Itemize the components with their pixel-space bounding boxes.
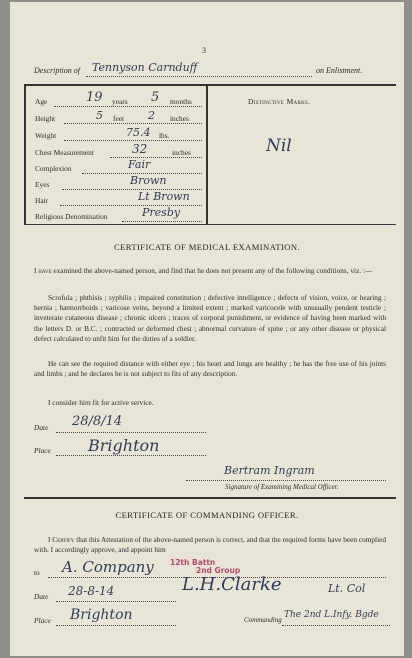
commanding-date-value: 28-8-14 <box>68 584 115 598</box>
commanding-rank: Lt. Col <box>328 582 366 595</box>
hair-line <box>60 205 202 206</box>
commanding-value-line <box>282 625 390 626</box>
attestation-page <box>10 2 404 656</box>
medical-intro <box>34 266 386 276</box>
medical-date-label: Date <box>34 423 49 432</box>
chest-label: Chest Measurement <box>35 148 94 157</box>
commanding-signature: L.H.Clarke <box>182 574 282 595</box>
commanding-label: Commanding <box>244 616 282 624</box>
months-label: months <box>170 97 192 106</box>
commanding-to-value: A. Company <box>62 558 154 576</box>
medical-title: CERTIFICATE OF MEDICAL EXAMINATION. <box>114 242 300 252</box>
religion-line <box>122 221 202 222</box>
complexion-label: Complexion <box>35 164 72 173</box>
weight-line <box>64 140 202 141</box>
commanding-date-label: Date <box>34 592 49 601</box>
marks-label: Distinctive Marks. <box>248 97 311 106</box>
commanding-certify-lead: I Certify <box>48 535 75 544</box>
eyes-label: Eyes <box>35 180 50 189</box>
header-label-left: Description of <box>34 66 80 75</box>
medical-place-line <box>56 455 206 456</box>
desc-box-top <box>24 84 396 86</box>
religion-label: Religious Denomination <box>35 212 108 221</box>
header-label-right: on Enlistment. <box>316 66 363 75</box>
commanding-certify-rest: that this Attestation of the above-named person is correct, and that the required forms have been complied with. I accordingly approve, and appoint him <box>34 535 387 555</box>
chest-line <box>110 157 202 158</box>
page-number: 3 <box>202 46 206 55</box>
unit-stamp <box>170 559 240 575</box>
medical-signature-line <box>186 480 386 481</box>
age-years: 19 <box>86 90 103 105</box>
complexion-value: Fair <box>128 158 151 171</box>
lbs-label: lbs. <box>159 131 170 140</box>
height-feet: 5 <box>96 109 103 122</box>
weight-value: 75.4 <box>126 126 151 139</box>
height-label: Height <box>35 114 56 123</box>
feet-label: feet <box>113 114 125 123</box>
medical-signature-caption: Signature of Examining Medical Officer. <box>225 483 339 491</box>
desc-box-left <box>24 84 26 224</box>
commanding-place-value: Brighton <box>70 607 133 623</box>
commanding-place-line <box>56 625 176 626</box>
medical-date-value: 28/8/14 <box>72 414 123 429</box>
eyes-value: Brown <box>130 174 167 187</box>
section-divider <box>24 497 396 499</box>
medical-fit-text: I consider him fit for active service. <box>48 398 154 407</box>
medical-intro-lead: I have <box>34 266 52 275</box>
commanding-to-label: to <box>34 568 40 577</box>
stamp-line-1: 12th Battn <box>170 558 216 567</box>
medical-place-label: Place <box>34 446 51 455</box>
commanding-value: The 2nd L.Infy. Bgde <box>284 610 379 620</box>
header-name-line <box>86 76 312 77</box>
medical-date-line <box>56 432 206 433</box>
medical-conditions: Scrofula ; phthisis ; syphilis ; impaired constitution ; defective intelligence ; defects of vision, voice, or hearing ; hernia ; hæmorrhoids ; varicose veins, beyond a limited extent ; marked varicocele with unusually pendent testicle ; inveterate cutaneous disease ; chronic ulcers ; traces of corporal punishment, or evidence of having been marked with the letters D. or B.C. ; contracted or deformed chest ; abnormal curvature of spine ; or any other disease or physical defect calculated to unfit him for the duties of a soldier. <box>34 293 386 343</box>
height-line <box>64 123 202 124</box>
commanding-date-line <box>56 601 176 602</box>
hair-label: Hair <box>35 196 49 205</box>
header-name: Tennyson Carnduff <box>92 61 198 74</box>
desc-box-divider <box>206 84 208 224</box>
weight-label: Weight <box>35 131 57 140</box>
religion-value: Presby <box>142 206 181 219</box>
commanding-certify <box>34 535 386 555</box>
chest-unit: inches <box>172 148 191 157</box>
age-label: Age <box>35 97 48 106</box>
age-line <box>54 106 202 107</box>
years-label: years <box>112 97 128 106</box>
marks-value: Nil <box>266 136 292 156</box>
height-inches: 2 <box>148 109 155 122</box>
inches-label: inches <box>170 114 189 123</box>
medical-intro-rest: examined the above-named person, and find that he does not present any of the following conditions, viz. :— <box>53 266 373 275</box>
desc-box-bottom <box>24 224 396 225</box>
commanding-place-label: Place <box>34 616 51 625</box>
medical-place-value: Brighton <box>88 436 160 455</box>
medical-vision-text: He can see the required distance with either eye ; his heart and lungs are healthy ; he has the free use of his joints and limbs ; and he declares he is not subject to fits of any description. <box>34 359 386 379</box>
hair-value: Lt Brown <box>138 190 190 203</box>
chest-value: 32 <box>132 142 148 156</box>
medical-signature: Bertram Ingram <box>224 464 315 477</box>
commanding-title: CERTIFICATE OF COMMANDING OFFICER. <box>115 510 299 520</box>
stamp-line-2: 2nd Group <box>196 566 241 575</box>
age-months: 5 <box>151 90 160 105</box>
